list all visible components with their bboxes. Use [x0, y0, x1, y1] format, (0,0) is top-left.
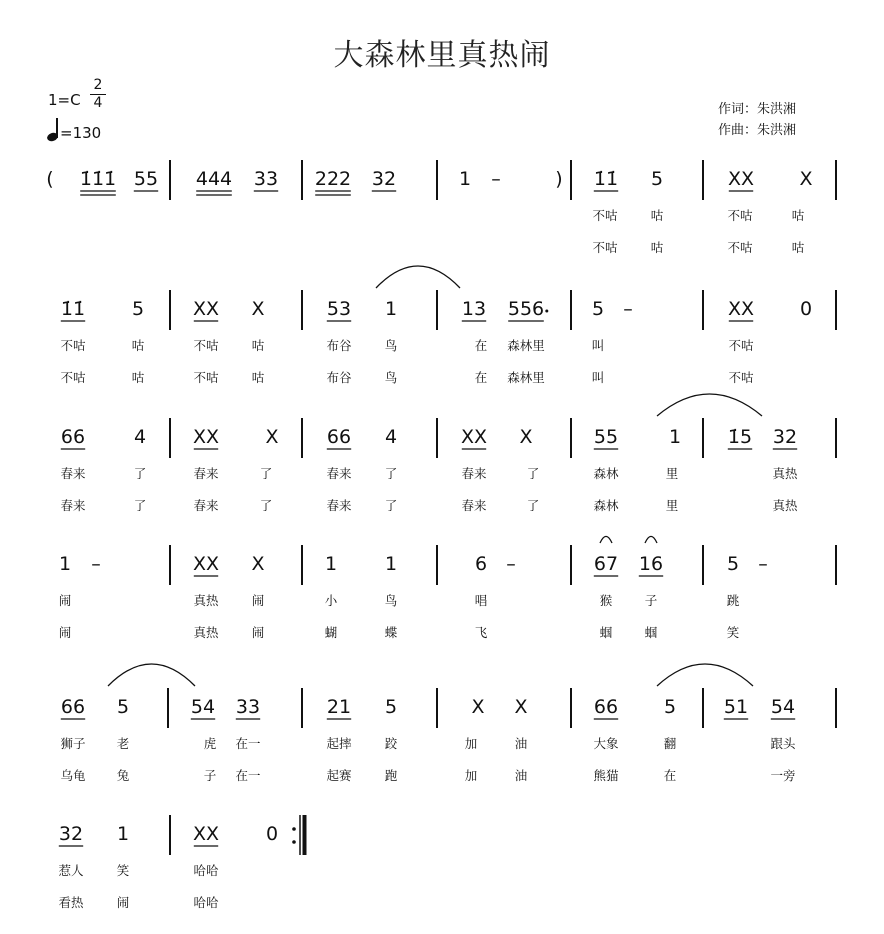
- note-glyph: X: [251, 298, 265, 320]
- note-glyph: 4: [384, 426, 398, 448]
- lyric-verse2: 笑: [726, 625, 740, 640]
- lyric-verse2: 哈哈: [193, 895, 219, 910]
- note-glyph: 13: [461, 298, 487, 320]
- lyric-verse1: 加: [464, 736, 478, 751]
- lyric-verse1: 惹人: [58, 863, 84, 878]
- note-glyph: (: [46, 168, 54, 190]
- note-glyph: X: [471, 696, 485, 718]
- lyric-verse1: 春来: [60, 466, 86, 481]
- note-glyph: 1̇1̇: [60, 298, 86, 320]
- note-glyph: 556: [507, 298, 545, 320]
- note-glyph: X: [799, 168, 813, 190]
- lyric-verse2: 咕: [251, 370, 265, 385]
- lyric-verse2: 真热: [193, 625, 219, 640]
- lyric-verse2: 不咕: [727, 240, 753, 255]
- note-glyph: 1̇5: [727, 426, 753, 448]
- lyric-verse1: 老: [116, 736, 130, 751]
- note-glyph: –: [91, 553, 101, 575]
- lyric-verse2: 鸟: [384, 370, 398, 385]
- lyric-verse1: 闹: [251, 593, 265, 608]
- lyric-verse1: 不咕: [193, 338, 219, 353]
- lyric-verse1: 叫: [591, 338, 605, 353]
- lyric-verse2: 了: [259, 498, 273, 513]
- lyric-verse1: 了: [259, 466, 273, 481]
- lyric-verse2: 不咕: [193, 370, 219, 385]
- note-glyph: 5: [591, 298, 605, 320]
- note-glyph: 4: [133, 426, 147, 448]
- note-glyph: 67: [593, 553, 619, 575]
- note-glyph: 1: [668, 426, 682, 448]
- lyric-verse1: 了: [526, 466, 540, 481]
- lyric-verse1: 不咕: [727, 208, 753, 223]
- note-glyph: –: [758, 553, 768, 575]
- lyric-verse1: 咕: [251, 338, 265, 353]
- lyric-verse1: 跤: [384, 736, 398, 751]
- lyric-verse1: 咕: [791, 208, 805, 223]
- lyric-verse1: 咕: [650, 208, 664, 223]
- note-glyph: 1̇1̇1̇: [79, 168, 117, 190]
- lyric-verse1: 唱: [474, 593, 488, 608]
- note-glyph: 51: [723, 696, 749, 718]
- note-glyph: XX: [460, 426, 488, 448]
- lyric-verse2: 春来: [326, 498, 352, 513]
- key-signature: 1=C: [48, 91, 81, 109]
- lyric-verse2: 森林里: [507, 370, 545, 385]
- lyric-verse1: 不咕: [60, 338, 86, 353]
- note-glyph: 1: [324, 553, 338, 575]
- lyric-verse1: 哈哈: [193, 863, 219, 878]
- lyric-verse2: 了: [526, 498, 540, 513]
- lyric-verse1: 在一: [235, 736, 261, 751]
- lyric-verse2: 了: [133, 498, 147, 513]
- slur-arc: [376, 266, 460, 288]
- note-glyph: 6: [474, 553, 488, 575]
- lyric-verse2: 森林: [593, 498, 619, 513]
- lyric-verse2: 咕: [131, 370, 145, 385]
- lyric-verse2: 不咕: [60, 370, 86, 385]
- note-glyph: 0: [799, 298, 813, 320]
- lyric-verse2: 看热: [58, 895, 84, 910]
- slur-arc: [600, 536, 612, 543]
- slur-arc: [108, 664, 195, 686]
- lyric-verse2: 一旁: [770, 768, 796, 783]
- lyric-verse1: 虎: [203, 736, 217, 751]
- lyric-verse2: 真热: [772, 498, 798, 513]
- note-glyph: 55: [133, 168, 159, 190]
- lyric-verse1: 小: [324, 593, 338, 608]
- note-glyph: 1: [458, 168, 472, 190]
- note-glyph: XX: [727, 298, 755, 320]
- lyric-verse1: 翻: [663, 736, 677, 751]
- lyric-verse2: 在一: [235, 768, 261, 783]
- lyric-verse1: 春来: [193, 466, 219, 481]
- note-glyph: –: [491, 168, 501, 190]
- note-glyph: 32: [772, 426, 798, 448]
- note-glyph: X: [265, 426, 279, 448]
- note-glyph: 1: [384, 553, 398, 575]
- lyric-verse2: 熊猫: [593, 768, 619, 783]
- tempo-value: =130: [60, 124, 102, 142]
- note-glyph: 55: [593, 426, 619, 448]
- lyric-verse1: 真热: [772, 466, 798, 481]
- lyric-verse2: 在: [663, 768, 677, 783]
- note-glyph: –: [506, 553, 516, 575]
- lyric-verse1: 鸟: [384, 338, 398, 353]
- lyric-verse1: 布谷: [326, 338, 352, 353]
- lyric-verse2: 乌龟: [60, 768, 86, 783]
- lyric-verse2: 跑: [384, 768, 398, 783]
- lyric-verse1: 狮子: [60, 736, 86, 751]
- note-glyph: 5: [131, 298, 145, 320]
- lyric-verse1: 猴: [599, 593, 613, 608]
- note-glyph: 33: [253, 168, 279, 190]
- note-glyph: ): [555, 168, 563, 190]
- lyric-verse2: 蝶: [384, 625, 398, 640]
- lyric-verse2: 闹: [58, 625, 72, 640]
- note-glyph: 54: [770, 696, 796, 718]
- repeat-dot: [292, 827, 296, 831]
- lyric-verse2: 在: [474, 370, 488, 385]
- lyric-verse1: 跳: [726, 593, 740, 608]
- note-glyph: 66: [60, 426, 86, 448]
- lyric-verse2: 里: [665, 498, 679, 513]
- slur-arc: [645, 536, 657, 543]
- lyric-verse2: 飞: [474, 625, 488, 640]
- lyric-verse1: 森林里: [507, 338, 545, 353]
- lyric-verse1: 里: [665, 466, 679, 481]
- time-signature-bottom: 4: [93, 95, 103, 111]
- lyric-verse2: 起赛: [326, 768, 352, 783]
- lyric-verse2: 春来: [193, 498, 219, 513]
- note-glyph: 33: [235, 696, 261, 718]
- note-glyph: 54: [190, 696, 216, 718]
- lyric-verse2: 布谷: [326, 370, 352, 385]
- note-glyph: 66: [326, 426, 352, 448]
- lyric-verse2: 闹: [116, 895, 130, 910]
- note-glyph: 444: [195, 168, 233, 190]
- lyric-verse1: 了: [384, 466, 398, 481]
- note-glyph: X: [514, 696, 528, 718]
- lyric-verse1: 子: [644, 593, 658, 608]
- lyric-verse1: 真热: [193, 593, 219, 608]
- dot-mark: [545, 310, 548, 313]
- lyric-verse2: 春来: [461, 498, 487, 513]
- composer-credit: 作曲：朱洪湘: [718, 123, 797, 138]
- lyric-verse2: 子: [203, 768, 217, 783]
- lyric-verse2: 蝴: [324, 625, 338, 640]
- lyric-verse1: 油: [514, 736, 528, 751]
- note-glyph: XX: [192, 553, 220, 575]
- lyric-verse2: 不咕: [592, 240, 618, 255]
- lyric-verse2: 兔: [116, 768, 130, 783]
- repeat-dot: [292, 840, 296, 844]
- note-glyph: X: [251, 553, 265, 575]
- time-signature-top: 2: [93, 77, 103, 93]
- lyric-verse1: 咕: [131, 338, 145, 353]
- lyric-verse2: 春来: [60, 498, 86, 513]
- lyric-verse2: 蝈: [644, 625, 658, 640]
- lyric-verse1: 在: [474, 338, 488, 353]
- lyric-verse1: 春来: [461, 466, 487, 481]
- lyric-verse2: 不咕: [728, 370, 754, 385]
- note-glyph: XX: [727, 168, 755, 190]
- lyric-verse2: 咕: [791, 240, 805, 255]
- note-glyph: 5: [726, 553, 740, 575]
- lyric-verse2: 油: [514, 768, 528, 783]
- lyric-verse1: 不咕: [592, 208, 618, 223]
- note-glyph: 5: [650, 168, 664, 190]
- note-glyph: 5: [384, 696, 398, 718]
- lyric-verse1: 大象: [593, 736, 619, 751]
- note-glyph: 66: [593, 696, 619, 718]
- lyric-verse2: 蝈: [599, 625, 613, 640]
- lyric-verse1: 闹: [58, 593, 72, 608]
- slur-arc: [657, 394, 762, 416]
- lyric-verse2: 闹: [251, 625, 265, 640]
- lyric-verse1: 起摔: [326, 736, 352, 751]
- lyric-verse2: 咕: [650, 240, 664, 255]
- note-glyph: 21: [326, 696, 352, 718]
- note-glyph: XX: [192, 426, 220, 448]
- lyric-verse1: 森林: [593, 466, 619, 481]
- lyric-verse2: 了: [384, 498, 398, 513]
- note-glyph: 32: [58, 823, 84, 845]
- note-glyph: 1: [58, 553, 72, 575]
- lyric-verse2: 叫: [591, 370, 605, 385]
- lyricist-credit: 作词：朱洪湘: [718, 102, 797, 117]
- note-glyph: 5: [116, 696, 130, 718]
- note-glyph: 53: [326, 298, 352, 320]
- note-glyph: 222: [314, 168, 352, 190]
- lyric-verse1: 跟头: [770, 736, 796, 751]
- note-glyph: –: [623, 298, 633, 320]
- note-glyph: X: [519, 426, 533, 448]
- note-glyph: 1: [116, 823, 130, 845]
- lyric-verse1: 不咕: [728, 338, 754, 353]
- note-glyph: 5: [663, 696, 677, 718]
- note-glyph: 1̇1̇: [593, 168, 619, 190]
- note-glyph: XX: [192, 823, 220, 845]
- lyric-verse1: 鸟: [384, 593, 398, 608]
- note-glyph: 16: [638, 553, 664, 575]
- note-glyph: 1: [384, 298, 398, 320]
- lyric-verse1: 了: [133, 466, 147, 481]
- song-title: 大森林里真热闹: [333, 38, 551, 73]
- lyric-verse2: 加: [464, 768, 478, 783]
- lyric-verse1: 春来: [326, 466, 352, 481]
- note-glyph: 32: [371, 168, 397, 190]
- note-glyph: 66: [60, 696, 86, 718]
- note-glyph: 0: [265, 823, 279, 845]
- slur-arc: [657, 664, 753, 686]
- lyric-verse1: 笑: [116, 863, 130, 878]
- note-glyph: XX: [192, 298, 220, 320]
